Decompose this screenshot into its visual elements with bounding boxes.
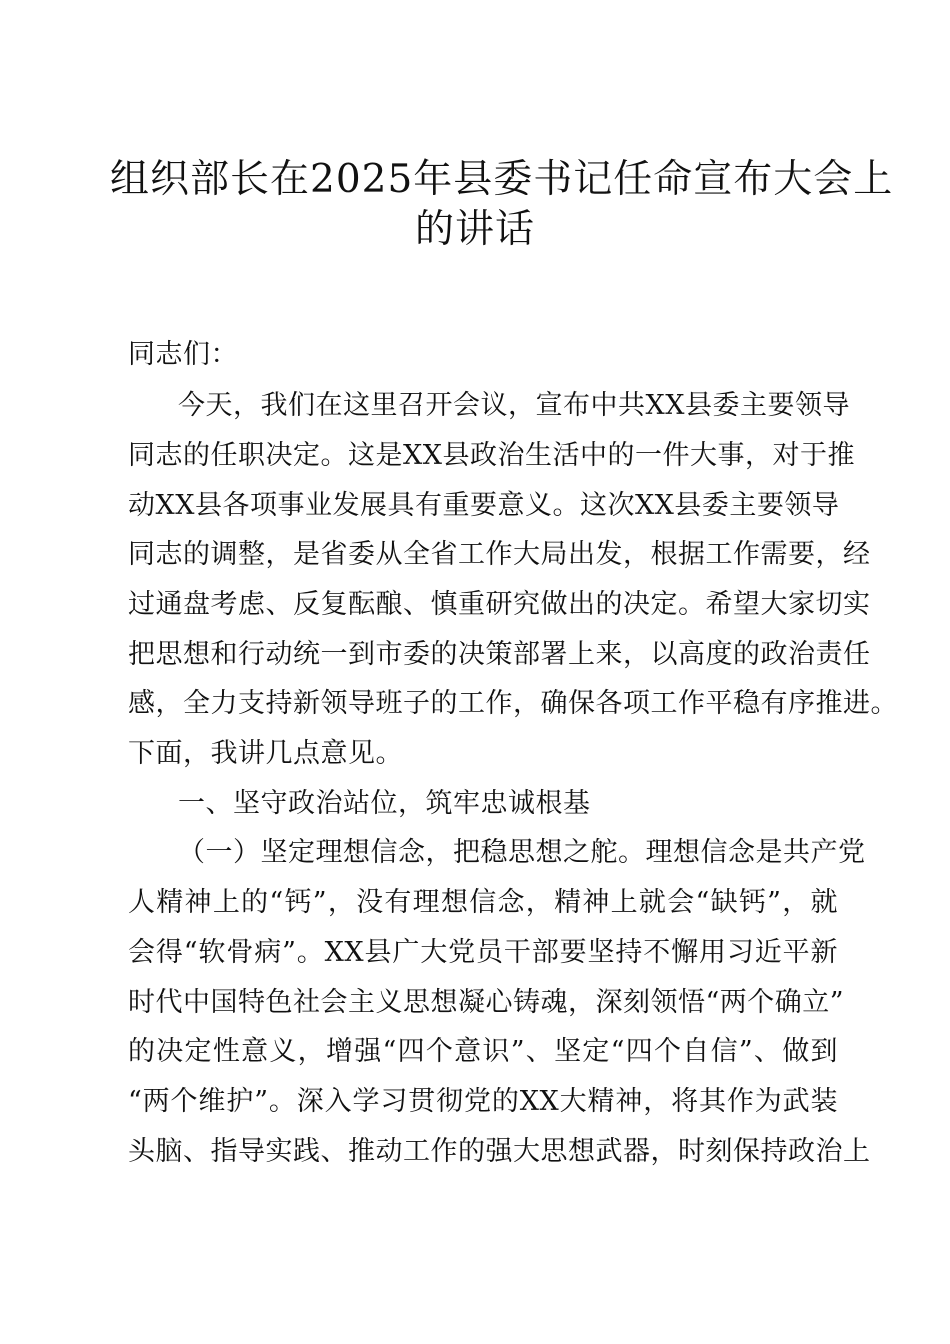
salutation: 同志们： bbox=[128, 339, 238, 370]
section-heading: 一、坚守政治站位，筑牢忠诚根基 bbox=[178, 788, 591, 819]
paragraph-1-line: 动XX县各项事业发展具有重要意义。这次XX县委主要领导 bbox=[128, 490, 840, 521]
document-title-line-2: 的讲话 bbox=[414, 207, 535, 252]
document-title-line-1: 组织部长在2025年县委书记任命宣布大会上 bbox=[110, 157, 894, 202]
paragraph-1-line: 同志的任职决定。这是XX县政治生活中的一件大事，对于推 bbox=[128, 440, 855, 471]
paragraph-1-line: 今天，我们在这里召开会议，宣布中共XX县委主要领导 bbox=[178, 390, 850, 421]
paragraph-2-line: （一）坚定理想信念，把稳思想之舵。理想信念是共产党 bbox=[178, 837, 866, 868]
paragraph-1-line: 下面，我讲几点意见。 bbox=[128, 738, 403, 769]
paragraph-2-line: “两个维护”。深入学习贯彻党的XX大精神，将其作为武装 bbox=[128, 1086, 838, 1117]
paragraph-1-line: 过通盘考虑、反复酝酿、慎重研究做出的决定。希望大家切实 bbox=[128, 589, 871, 620]
paragraph-1-line: 同志的调整，是省委从全省工作大局出发，根据工作需要，经 bbox=[128, 539, 871, 570]
paragraph-1-line: 感，全力支持新领导班子的工作，确保各项工作平稳有序推进。 bbox=[128, 688, 898, 719]
paragraph-2-line: 的决定性意义，增强“四个意识”、坚定“四个自信”、做到 bbox=[128, 1036, 838, 1067]
paragraph-2-line: 时代中国特色社会主义思想凝心铸魂，深刻领悟“两个确立” bbox=[128, 987, 845, 1018]
paragraph-2-line: 会得“软骨病”。XX县广大党员干部要坚持不懈用习近平新 bbox=[128, 937, 838, 968]
paragraph-1-line: 把思想和行动统一到市委的决策部署上来，以高度的政治责任 bbox=[128, 639, 871, 670]
paragraph-2-line: 头脑、指导实践、推动工作的强大思想武器，时刻保持政治上 bbox=[128, 1136, 871, 1167]
paragraph-2-line: 人精神上的“钙”，没有理想信念，精神上就会“缺钙”，就 bbox=[128, 887, 838, 918]
